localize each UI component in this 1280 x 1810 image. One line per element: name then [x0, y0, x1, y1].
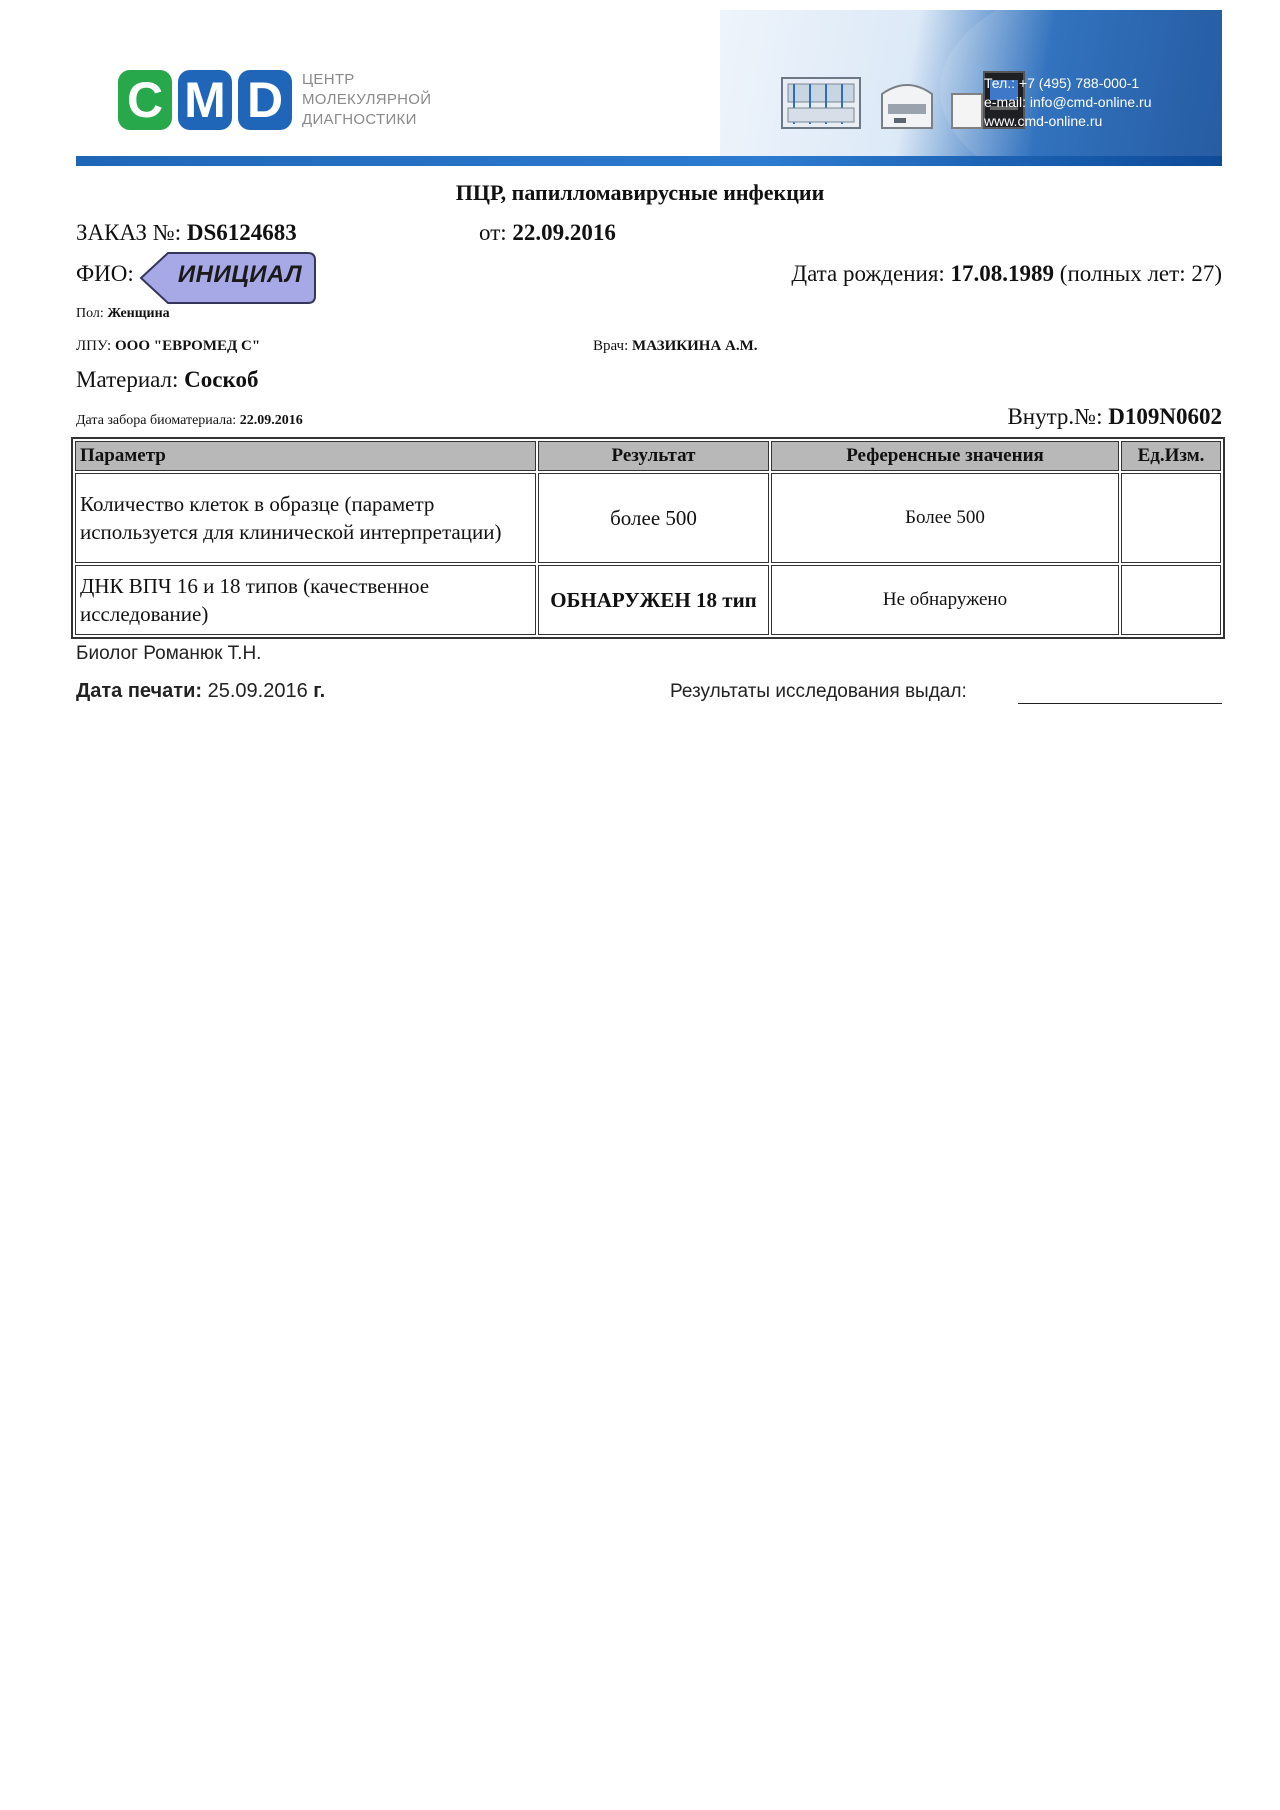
- doctor-value: МАЗИКИНА А.М.: [632, 338, 758, 354]
- col-header-unit: Ед.Изм.: [1121, 441, 1221, 471]
- contact-website: www.cmd-online.ru: [984, 113, 1103, 129]
- internal-number: D109N0602: [1108, 404, 1222, 429]
- order-label: ЗАКАЗ №:: [76, 220, 182, 245]
- print-date: 25.09.2016: [207, 680, 308, 702]
- logo-letter-d: D: [238, 70, 292, 130]
- cmd-logo: [118, 70, 292, 130]
- material-value: Соскоб: [184, 367, 259, 392]
- lpu-value: ООО "ЕВРОМЕД С": [114, 338, 261, 354]
- issued-by-label: Результаты исследования выдал:: [670, 681, 967, 702]
- fio-label: ФИО:: [76, 261, 134, 286]
- cell-reference: Не обнаружено: [771, 565, 1119, 635]
- report-header: [76, 10, 1222, 168]
- internal-number-line: [1007, 404, 1222, 430]
- header-divider: [76, 156, 1222, 166]
- doctor-label: Врач:: [593, 338, 629, 354]
- lab-robot-image: [780, 74, 862, 132]
- sex-value: Женщина: [107, 306, 170, 321]
- cell-result: более 500: [538, 473, 769, 563]
- cell-reference: Более 500: [771, 473, 1119, 563]
- collection-date-label: Дата забора биоматериала:: [76, 413, 237, 428]
- cell-unit: [1121, 565, 1221, 635]
- internal-number-label: Внутр.№:: [1007, 404, 1103, 429]
- collection-date-line: [76, 413, 303, 429]
- redaction-tag-label: ИНИЦИАЛ: [177, 261, 303, 288]
- material-label: Материал:: [76, 367, 179, 392]
- age-text: (полных лет: 27): [1059, 261, 1222, 286]
- thermocycler-image: [876, 74, 938, 132]
- order-date-line: [479, 220, 616, 246]
- birth-date: 17.08.1989: [950, 261, 1055, 286]
- redaction-tag: [138, 250, 318, 306]
- table-row: [75, 565, 1221, 635]
- results-table: [71, 437, 1225, 639]
- lpu-label: ЛПУ:: [76, 338, 112, 354]
- birth-date-line: [791, 261, 1222, 287]
- table-row: [75, 473, 1221, 563]
- print-date-line: [76, 680, 325, 703]
- print-date-label: Дата печати:: [76, 680, 203, 702]
- logo-subtitle-line: МОЛЕКУЛЯРНОЙ: [302, 91, 432, 108]
- sex-label: Пол:: [76, 306, 104, 321]
- order-date-label: от:: [479, 220, 507, 245]
- cell-unit: [1121, 473, 1221, 563]
- col-header-reference: Референсные значения: [771, 441, 1119, 471]
- contact-phone: Тел.: +7 (495) 788-000-1: [984, 75, 1140, 91]
- sex-line: [76, 306, 170, 322]
- collection-date: 22.09.2016: [239, 413, 303, 428]
- cell-parameter: ДНК ВПЧ 16 и 18 типов (качественное исследование): [75, 565, 536, 635]
- doctor-line: [593, 338, 758, 355]
- biologist-signature: Биолог Романюк Т.Н.: [76, 643, 262, 664]
- table-header-row: [75, 441, 1221, 471]
- issuer-signature-line: [1018, 703, 1222, 704]
- order-number: DS6124683: [186, 220, 297, 245]
- col-header-result: Результат: [538, 441, 769, 471]
- print-date-suffix: г.: [313, 680, 326, 702]
- order-number-line: [76, 220, 297, 246]
- contact-email: e-mail: info@cmd-online.ru: [984, 94, 1152, 110]
- material-line: [76, 367, 258, 393]
- report-title: ПЦР, папилломавирусные инфекции: [455, 180, 825, 205]
- logo-subtitle-line: ДИАГНОСТИКИ: [302, 111, 417, 128]
- lpu-line: [76, 338, 260, 355]
- contact-info: [984, 74, 1152, 131]
- logo-letter-c: C: [118, 70, 172, 130]
- logo-subtitle-line: ЦЕНТР: [302, 71, 355, 88]
- cell-parameter: Количество клеток в образце (параметр используется для клинической интерпретации): [75, 473, 536, 563]
- col-header-parameter: Параметр: [75, 441, 536, 471]
- birth-date-label: Дата рождения:: [791, 261, 945, 286]
- logo-letter-m: M: [178, 70, 232, 130]
- order-date: 22.09.2016: [512, 220, 616, 245]
- logo-subtitle: [302, 70, 462, 130]
- cell-result: ОБНАРУЖЕН 18 тип: [538, 565, 769, 635]
